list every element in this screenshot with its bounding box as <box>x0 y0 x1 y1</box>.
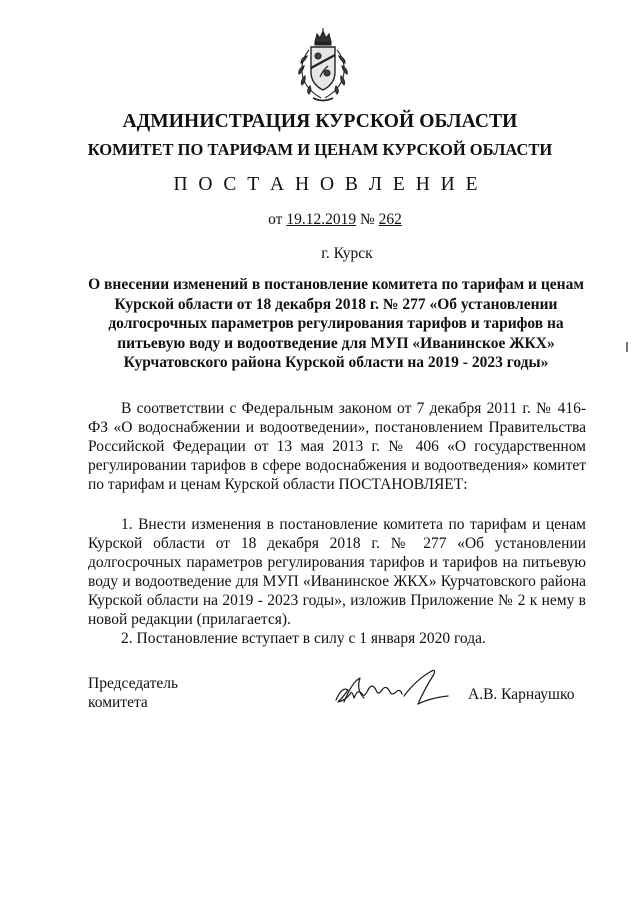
city-line: г. Курск <box>321 245 373 262</box>
document-title: П О С Т А Н О В Л Е Н И Е <box>173 174 481 195</box>
margin-mark <box>626 342 628 352</box>
number-prefix: № <box>356 211 379 228</box>
committee-header: КОМИТЕТ ПО ТАРИФАМ И ЦЕНАМ КУРСКОЙ ОБЛАСТИ <box>87 140 553 159</box>
handwritten-signature <box>330 660 455 710</box>
position-line-2: комитета <box>88 694 148 711</box>
body-intro: В соответствии с Федеральным законом от 7 декабря 2011 г. № 416-ФЗ «О водоснабжении и водоотведении», постановлением Правительства Российской Федерации от 13 мая 2013 г. № 406 «О государственном регулировании тарифов в сфере водоснабжения и водоотведения» комитет по тарифам и ценам Курской области ПОСТАНОВЛЯЕТ: <box>88 400 586 493</box>
administration-header: АДМИНИСТРАЦИЯ КУРСКОЙ ОБЛАСТИ <box>122 111 518 132</box>
position-line-1: Председатель <box>88 675 179 692</box>
document-number: 262 <box>378 211 402 228</box>
document-date: 19.12.2019 <box>286 211 357 228</box>
signatory-position <box>88 674 178 712</box>
date-prefix: от <box>268 211 287 228</box>
signatory-name: А.В. Карнаушко <box>468 686 575 703</box>
coat-of-arms-icon <box>291 28 355 104</box>
document-body <box>88 399 586 648</box>
document-subject: О внесении изменений в постановление комитета по тарифам и ценам Курской области от 18 декабря 2018 г. № 277 «Об установлении долгосрочных параметров регулирования тарифов и тарифов на питьевую воду и водоотведение для МУП «Иванинское ЖКХ» Курчатовского района Курской области на 2019 - 2023 годы» <box>88 276 584 371</box>
body-item-1: 1. Внести изменения в постановление комитета по тарифам и ценам Курской области от 18 декабря 2018 г. № 277 «Об установлении долгосрочных параметров регулирования тарифов и тарифов на питьевую воду и водоотведение для МУП «Иванинское ЖКХ» Курчатовского района Курской области на 2019 - 2023 годы», изложив Приложение № 2 к нему в новой редакции (прилагается). <box>88 516 586 628</box>
body-item-2: 2. Постановление вступает в силу с 1 января 2020 года. <box>121 630 486 647</box>
date-number-line <box>0 211 640 229</box>
